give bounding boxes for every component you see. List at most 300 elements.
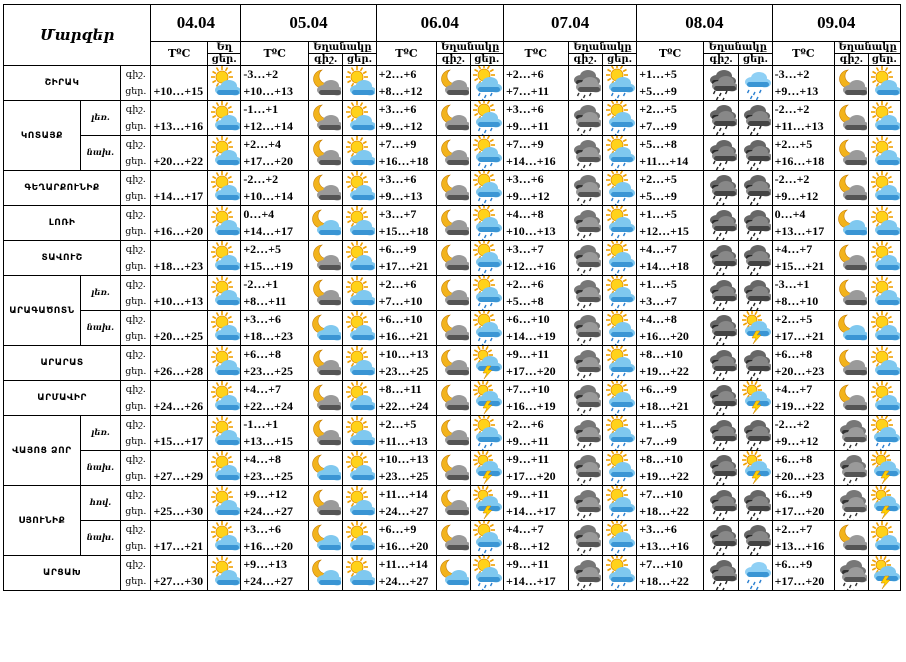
weather-icon-cell <box>568 276 602 311</box>
weather-icon-cell <box>568 241 602 276</box>
weather-icon-cell <box>437 136 470 171</box>
temperature-range: +2…+4 <box>243 137 282 151</box>
night-header: գիշ. <box>309 54 343 66</box>
region-row <box>4 416 901 451</box>
moon-cloud-icon <box>310 556 341 590</box>
temperature-range: +20…+23 <box>774 469 825 483</box>
weather-icon-cell <box>835 171 868 206</box>
day-header: ցեր. <box>868 54 900 66</box>
moon-cloud-icon <box>836 276 867 310</box>
zone-label: նախ. <box>80 521 120 556</box>
sun-rain-icon <box>604 136 635 170</box>
period-labels <box>121 451 151 486</box>
temperature-range: +6…+9 <box>639 382 677 396</box>
region-name: ԳԵՂԱՐՔՈՒՆԻՔ <box>4 171 121 206</box>
sun-cloud-icon <box>209 451 240 485</box>
dark-rain-cloud-icon <box>706 101 737 135</box>
moon-cloud-icon <box>438 521 469 555</box>
sun-cloud-icon <box>209 381 240 415</box>
weather-icon-cell <box>835 276 868 311</box>
temperature-range: +3…+6 <box>639 522 677 536</box>
temperature-cell <box>503 451 568 486</box>
weather-icon-cell <box>739 276 772 311</box>
rain-cloud-icon <box>570 206 601 240</box>
weather-icon-cell <box>309 486 343 521</box>
sun-rain-icon <box>604 206 635 240</box>
weather-icon-cell <box>703 206 738 241</box>
weather-icon-cell <box>835 451 868 486</box>
dark-rain-cloud-icon <box>706 521 737 555</box>
weather-icon-cell <box>568 556 602 591</box>
temperature-range: +3…+6 <box>378 172 417 186</box>
sun-rain-icon <box>604 101 635 135</box>
temperature-range: +3…+6 <box>378 102 417 116</box>
temperature-range <box>153 521 207 538</box>
weather-icon-cell <box>703 521 738 556</box>
sun-cloud-icon <box>209 101 240 135</box>
temperature-range: +27…+29 <box>153 469 204 483</box>
weather-icon-cell <box>309 521 343 556</box>
temperature-range: +9…+11 <box>505 434 549 448</box>
temperature-range: +9…+11 <box>505 119 549 133</box>
weather-icon-cell <box>470 276 503 311</box>
weather-icon-cell <box>343 101 376 136</box>
sun-cloud-icon <box>869 206 900 240</box>
temperature-range: +17…+20 <box>505 469 556 483</box>
region-row <box>4 381 901 416</box>
weather-icon-cell <box>309 556 343 591</box>
period-label: գիշ. <box>125 104 146 115</box>
period-label: գիշ. <box>125 384 146 395</box>
dark-rain-cloud-icon <box>706 416 737 450</box>
weather-icon-cell <box>437 206 470 241</box>
weather-icon-cell <box>602 101 636 136</box>
moon-cloud-icon <box>310 311 341 345</box>
period-label: գիշ. <box>125 279 146 290</box>
temperature-range: +3…+7 <box>378 207 417 221</box>
temperature-cell <box>772 486 835 521</box>
sun-cloud-icon <box>344 346 375 380</box>
weather-icon-cell <box>309 101 343 136</box>
period-labels <box>121 486 151 521</box>
thunderstorm-icon <box>471 451 502 485</box>
region-row <box>4 241 901 276</box>
temperature-range: +6…+8 <box>774 452 813 466</box>
temperature-cell <box>241 451 309 486</box>
temperature-range <box>153 241 207 258</box>
sun-rain-icon <box>604 416 635 450</box>
sun-cloud-icon <box>209 136 240 170</box>
temperature-cell <box>376 206 437 241</box>
dark-rain-cloud-icon <box>706 206 737 240</box>
moon-cloud-icon <box>836 311 867 345</box>
sun-cloud-icon <box>344 136 375 170</box>
temperature-range: +9…+13 <box>243 557 288 571</box>
temperature-cell <box>772 346 835 381</box>
temperature-range: +9…+12 <box>774 434 819 448</box>
temperature-range: +7…+11 <box>505 84 549 98</box>
sun-rain-icon <box>604 66 635 100</box>
moon-cloud-icon <box>438 346 469 380</box>
rain-cloud-icon <box>570 241 601 275</box>
weather-icon-cell <box>470 521 503 556</box>
weather-icon-cell <box>835 311 868 346</box>
rain-cloud-icon <box>836 556 867 590</box>
weather-icon-cell <box>568 486 602 521</box>
sun-rain-icon <box>471 311 502 345</box>
temperature-range <box>153 101 207 118</box>
dark-rain-cloud-icon <box>706 276 737 310</box>
temperature-range: +2…+5 <box>639 102 677 116</box>
weather-icon-cell <box>739 66 772 101</box>
thunderstorm-icon <box>471 486 502 520</box>
temperature-range: +7…+10 <box>639 487 683 501</box>
weather-icon-cell <box>568 451 602 486</box>
weather-icon-cell <box>343 416 376 451</box>
temperature-range: -2…+2 <box>243 172 279 186</box>
temperature-range: +9…+11 <box>505 487 549 501</box>
region-name: ՇԻՐԱԿ <box>4 66 121 101</box>
zone-label: լեռ. <box>80 416 120 451</box>
temperature-cell <box>637 241 704 276</box>
temperature-range: +5…+8 <box>505 294 544 308</box>
temperature-range: +4…+7 <box>774 242 813 256</box>
temperature-range: +23…+25 <box>378 364 429 378</box>
weather-icon-cell <box>602 276 636 311</box>
region-name: ԱՐՑԱԽ <box>4 556 121 591</box>
weather-icon-cell <box>208 346 241 381</box>
temperature-range: +5…+9 <box>639 189 677 203</box>
weather-icon-cell <box>868 556 900 591</box>
temperature-cell <box>772 171 835 206</box>
temperature-cell <box>503 66 568 101</box>
weather-icon-cell <box>602 486 636 521</box>
moon-cloud-icon <box>836 136 867 170</box>
temperature-range: +20…+25 <box>153 329 204 343</box>
temperature-range: +13…+15 <box>243 434 294 448</box>
temperature-cell <box>151 311 208 346</box>
temperature-cell <box>241 101 309 136</box>
night-header: գիշ. <box>703 54 738 66</box>
temperature-range: -3…+1 <box>774 277 810 291</box>
temperature-range <box>153 136 207 153</box>
weather-icon-cell <box>739 171 772 206</box>
sun-rain-icon <box>604 311 635 345</box>
weather-icon-cell <box>309 136 343 171</box>
date-header: 06.04 <box>376 5 503 42</box>
period-labels <box>121 556 151 591</box>
temperature-cell <box>376 486 437 521</box>
rain-cloud-icon <box>836 451 867 485</box>
weather-icon-cell <box>835 416 868 451</box>
temperature-range: +27…+30 <box>153 574 204 588</box>
temp-header: TºC <box>503 42 568 66</box>
temperature-range: +9…+12 <box>774 189 819 203</box>
temperature-range: +9…+13 <box>378 189 423 203</box>
rain-cloud-icon <box>836 486 867 520</box>
weather-icon-cell <box>568 66 602 101</box>
temperature-range: +19…+22 <box>639 469 689 483</box>
temperature-cell <box>637 171 704 206</box>
moon-cloud-icon <box>836 521 867 555</box>
weather-icon-cell <box>309 311 343 346</box>
temperature-range: +8…+10 <box>774 294 819 308</box>
sun-cloud-icon <box>344 241 375 275</box>
weather-icon-cell <box>568 346 602 381</box>
weather-icon-cell <box>703 276 738 311</box>
temperature-range: +13…+16 <box>639 539 689 553</box>
temperature-range: +2…+5 <box>639 172 677 186</box>
period-labels <box>121 171 151 206</box>
temperature-range: 0…+4 <box>774 207 806 221</box>
period-label: ցեր. <box>125 576 147 587</box>
temperature-range: +6…+8 <box>774 347 813 361</box>
temperature-range: +2…+5 <box>243 242 282 256</box>
temperature-range: +18…+22 <box>639 574 689 588</box>
sun-rain-icon <box>604 346 635 380</box>
weather-icon-cell <box>602 311 636 346</box>
temperature-cell <box>503 556 568 591</box>
period-labels <box>121 206 151 241</box>
sun-cloud-icon <box>869 381 900 415</box>
sun-cloud-icon <box>344 66 375 100</box>
weather-icon-cell <box>437 381 470 416</box>
sun-cloud-icon <box>344 101 375 135</box>
temperature-range: +18…+23 <box>243 329 294 343</box>
temperature-cell <box>376 556 437 591</box>
weather-icon-cell <box>703 241 738 276</box>
temperature-cell <box>637 206 704 241</box>
weather-icon-cell <box>309 206 343 241</box>
temperature-range: -3…+2 <box>243 67 279 81</box>
sun-rain-icon <box>604 556 635 590</box>
sun-rain-icon <box>471 136 502 170</box>
sun-rain-icon <box>604 241 635 275</box>
temperature-range: +16…+19 <box>505 399 556 413</box>
temperature-range <box>153 66 207 83</box>
temperature-range: +12…+14 <box>243 119 294 133</box>
temperature-range: +17…+20 <box>505 364 556 378</box>
weather-icon-cell <box>739 346 772 381</box>
weather-icon-cell <box>568 101 602 136</box>
regions-header: Մարզեր <box>4 5 151 66</box>
period-label: գիշ. <box>125 524 146 535</box>
sun-cloud-icon <box>869 66 900 100</box>
temperature-cell <box>772 381 835 416</box>
dark-rain-cloud-icon <box>740 486 771 520</box>
weather-icon-cell <box>343 171 376 206</box>
temperature-cell <box>151 486 208 521</box>
weather-icon-cell <box>208 276 241 311</box>
moon-cloud-icon <box>438 556 469 590</box>
weather-icon-cell <box>868 241 900 276</box>
weather-icon-cell <box>343 521 376 556</box>
temperature-range: +24…+26 <box>153 399 204 413</box>
temperature-range: +3…+7 <box>639 294 677 308</box>
weather-icon-cell <box>470 241 503 276</box>
weather-icon-cell <box>703 136 738 171</box>
weather-icon-cell <box>868 171 900 206</box>
temperature-range: +2…+5 <box>774 137 813 151</box>
date-header: 04.04 <box>151 5 241 42</box>
sun-cloud-icon <box>209 416 240 450</box>
sun-cloud-icon <box>344 381 375 415</box>
rain-cloud-icon <box>570 66 601 100</box>
sun-cloud-icon <box>209 66 240 100</box>
temperature-cell <box>376 276 437 311</box>
temperature-range: +22…+24 <box>378 399 429 413</box>
weather-icon-cell <box>868 276 900 311</box>
temperature-cell <box>241 416 309 451</box>
rain-icon <box>740 556 771 590</box>
weather-icon-cell <box>470 311 503 346</box>
weather-icon-cell <box>568 206 602 241</box>
weather-icon-cell <box>602 381 636 416</box>
zone-label: լեռ. <box>80 276 120 311</box>
temperature-range: +10…+14 <box>243 189 294 203</box>
weather-icon-cell <box>343 486 376 521</box>
region-name: ԿՈՏԱՅՔ <box>4 101 81 171</box>
temperature-cell <box>241 206 309 241</box>
temperature-cell <box>376 521 437 556</box>
temperature-cell <box>637 66 704 101</box>
weather-icon-cell <box>739 556 772 591</box>
weather-icon-cell <box>602 136 636 171</box>
temperature-range: +10…+13 <box>153 294 204 308</box>
weather-icon-cell <box>437 486 470 521</box>
period-labels <box>121 101 151 136</box>
region-name: ԼՈՌԻ <box>4 206 121 241</box>
temperature-range: +8…+11 <box>378 382 422 396</box>
region-row <box>4 486 901 521</box>
night-header: գիշ. <box>437 54 470 66</box>
temperature-range: +11…+14 <box>378 557 428 571</box>
temperature-range: +7…+10 <box>378 294 423 308</box>
temperature-range: 0…+4 <box>243 207 275 221</box>
weather-icon-cell <box>437 241 470 276</box>
weather-icon-cell <box>208 381 241 416</box>
weather-header: Եղ <box>208 42 241 54</box>
temp-header: TºC <box>241 42 309 66</box>
moon-cloud-icon <box>836 171 867 205</box>
temperature-range: +18…+23 <box>153 259 204 273</box>
temperature-cell <box>503 206 568 241</box>
temperature-range: +23…+25 <box>243 364 294 378</box>
temperature-range: +3…+6 <box>243 522 282 536</box>
temperature-range: +11…+13 <box>378 434 428 448</box>
rain-cloud-icon <box>570 171 601 205</box>
moon-cloud-icon <box>310 381 341 415</box>
sun-cloud-icon <box>209 171 240 205</box>
period-label: գիշ. <box>125 454 146 465</box>
temperature-range: +9…+12 <box>378 119 423 133</box>
region-row <box>4 171 901 206</box>
thunderstorm-icon <box>740 311 771 345</box>
sun-rain-icon <box>604 171 635 205</box>
rain-cloud-icon <box>570 311 601 345</box>
temperature-range: +6…+10 <box>378 312 423 326</box>
dark-rain-cloud-icon <box>740 171 771 205</box>
weather-icon-cell <box>437 311 470 346</box>
weather-icon-cell <box>343 556 376 591</box>
period-labels <box>121 311 151 346</box>
temperature-cell <box>772 311 835 346</box>
sun-cloud-icon <box>344 556 375 590</box>
weather-icon-cell <box>470 206 503 241</box>
temperature-cell <box>241 346 309 381</box>
weather-icon-cell <box>568 416 602 451</box>
sun-rain-icon <box>604 521 635 555</box>
temperature-cell <box>376 416 437 451</box>
temperature-range: +7…+9 <box>639 434 677 448</box>
temperature-range: -3…+2 <box>774 67 810 81</box>
weather-icon-cell <box>835 101 868 136</box>
temperature-range: +2…+6 <box>505 67 544 81</box>
temperature-range: +9…+11 <box>505 347 549 361</box>
temperature-range: +2…+6 <box>378 67 417 81</box>
moon-cloud-icon <box>836 346 867 380</box>
temperature-cell <box>637 381 704 416</box>
dark-rain-cloud-icon <box>706 171 737 205</box>
date-header: 08.04 <box>637 5 772 42</box>
temperature-range: +24…+27 <box>378 574 429 588</box>
period-labels <box>121 66 151 101</box>
temperature-range: +5…+9 <box>639 84 677 98</box>
temperature-range: +5…+8 <box>639 137 677 151</box>
temperature-cell <box>241 171 309 206</box>
moon-cloud-icon <box>438 136 469 170</box>
region-row <box>4 136 901 171</box>
temperature-cell <box>151 381 208 416</box>
rain-cloud-icon <box>570 451 601 485</box>
weather-icon-cell <box>309 171 343 206</box>
temperature-range <box>153 381 207 398</box>
temperature-cell <box>151 101 208 136</box>
temperature-range: +6…+10 <box>505 312 550 326</box>
temperature-range: +15…+18 <box>378 224 429 238</box>
temperature-cell <box>376 136 437 171</box>
moon-cloud-icon <box>438 241 469 275</box>
temperature-range: +10…+13 <box>243 84 294 98</box>
temperature-range: +22…+24 <box>243 399 294 413</box>
temperature-range <box>153 171 207 188</box>
weather-icon-cell <box>437 416 470 451</box>
sun-cloud-icon <box>209 521 240 555</box>
weather-icon-cell <box>208 241 241 276</box>
temperature-cell <box>637 311 704 346</box>
rain-cloud-icon <box>570 101 601 135</box>
weather-icon-cell <box>309 451 343 486</box>
moon-cloud-icon <box>438 66 469 100</box>
temperature-cell <box>376 346 437 381</box>
sun-cloud-icon <box>209 311 240 345</box>
weather-icon-cell <box>208 556 241 591</box>
weather-icon-cell <box>739 521 772 556</box>
temperature-range: +3…+6 <box>505 172 544 186</box>
temperature-range: +1…+5 <box>639 207 677 221</box>
rain-cloud-icon <box>570 486 601 520</box>
weather-icon-cell <box>835 241 868 276</box>
zone-label: նախ. <box>80 451 120 486</box>
weather-icon-cell <box>309 416 343 451</box>
temperature-range: +9…+11 <box>505 452 549 466</box>
zone-label: նախ. <box>80 311 120 346</box>
region-row <box>4 346 901 381</box>
sun-cloud-icon <box>344 521 375 555</box>
moon-cloud-icon <box>438 381 469 415</box>
temperature-range: +2…+6 <box>505 417 544 431</box>
weather-icon-cell <box>835 66 868 101</box>
